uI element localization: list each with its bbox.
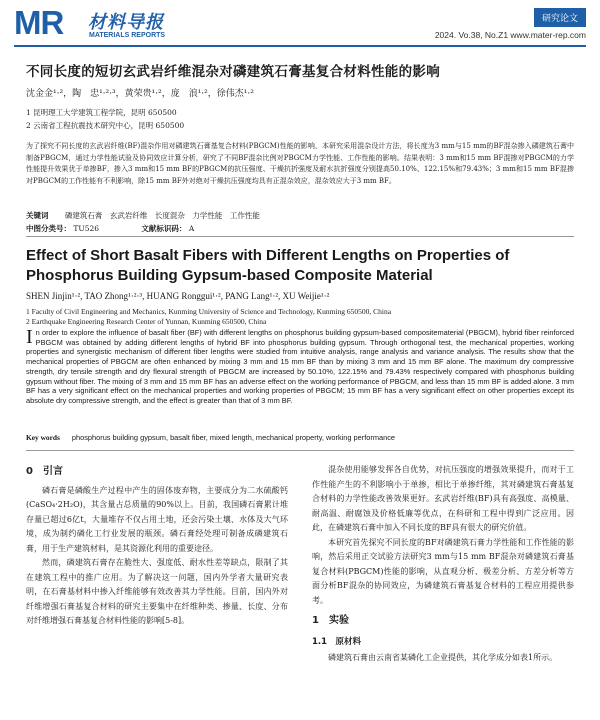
affiliation-en-2: 2 Earthquake Engineering Research Center of Yunnan, Kunming 650500, China	[26, 317, 267, 326]
keywords-value-en: phosphorus building gypsum, basalt fiber, mixed length, mechanical property, working performance	[71, 433, 396, 442]
subsection-heading: 1.1 原材料	[312, 636, 362, 647]
journal-logo-mark: MR	[14, 4, 64, 41]
keywords-label-cn: 关键词	[26, 211, 49, 220]
keywords-en	[26, 433, 395, 442]
abstract-en	[26, 328, 574, 406]
drop-cap: I	[26, 326, 33, 348]
class-value-cn: TU526	[73, 224, 100, 233]
doc-label-cn: 文献标识码：	[141, 224, 187, 233]
keywords-cn	[26, 210, 260, 221]
divider	[26, 450, 574, 451]
affiliation-cn-1: 1 昆明理工大学建筑工程学院，昆明 650500	[26, 108, 177, 117]
header-rule	[14, 45, 586, 47]
authors-cn: 沈金金¹·²，陶 忠¹·²·³，黄荣贵¹·²，庞 浪¹·²，徐伟杰¹·²	[26, 89, 254, 99]
authors-en: SHEN Jinjin¹·², TAO Zhong¹·²·³, HUANG Ronggui¹·², PANG Lang¹·², XU Weijie¹·²	[26, 291, 330, 301]
paper-title-en: Effect of Short Basalt Fibers with Different Lengths on Properties of Phosphorus Building Gypsum-based Composite Material	[26, 247, 510, 284]
keywords-label-en: Key words	[26, 433, 60, 442]
paper-title-cn: 不同长度的短切玄武岩纤维混杂对磷建筑石膏基复合材料性能的影响	[26, 64, 440, 80]
class-label-cn: 中图分类号：	[26, 224, 71, 233]
body-left-column	[26, 463, 288, 629]
body-paragraph: 然而，磷建筑石膏存在脆性大、强度低、耐水性差等缺点，限制了其在建筑工程中的推广应用。为了解决这一问题，国内外学者大量研究表明，在石膏基材料中掺入纤维能够有效改善其力学性能。目前，国内外对纤维增强石膏基复合材料的研究主要集中在纤维种类、掺量、长度、分布对纤维增强石膏基复合材料性能的影响[5-8]。	[26, 558, 288, 625]
journal-logo-en: MATERIALS REPORTS	[89, 32, 166, 39]
section-heading: 0 引言	[26, 466, 63, 477]
journal-logo-cn: 材料导报	[88, 12, 164, 33]
affiliation-cn-2: 2 云南省工程抗震技术研究中心，昆明 650500	[26, 121, 185, 130]
section-heading: 1 实验	[312, 615, 349, 626]
abstract-cn: 为了探究不同长度的玄武岩纤维(BF)混杂作用对磷建筑石膏基复合材料(PBGCM)性能的影响，本研究采用混杂设计方法，将长度为3 mm与15 mm的BF混杂掺入磷建筑石膏中制备PBGCM，通过力学性能试验及协同效应计算分析，研究了不同BF混杂比例对PBGCM力学性能、工作性能的影响。结果表明：3 mm和15 mm BF混掺对PBGCM的力学性能提升效果优于单掺BF，掺入3 mm和15 mm BF的PBGCM的抗压强度、干燥抗折强度及耐水抗折强度分别提高50.10%、122.15%和79.43%；3 mm和15 mm BF混掺对PBGCM的工作性能有不利影响，除15 mm BF外对绝对干燥抗压强度均具有正混杂效应，混杂效应大于3 mm BF。	[26, 142, 574, 185]
affiliation-en-1: 1 Faculty of Civil Engineering and Mechanics, Kunming University of Science and Technology, Kunming 650500, China	[26, 307, 392, 316]
column-tag: 研究论文	[534, 8, 586, 27]
divider	[26, 236, 574, 237]
body-paragraph: 磷建筑石膏由云南省某磷化工企业提供，其化学成分如表1所示。	[328, 653, 558, 662]
issue-info: 2024. Vo.38, No.Z1 www.mater-rep.com	[434, 30, 586, 40]
body-paragraph: 磷石膏是磷酸生产过程中产生的固体废弃物，主要成分为二水硫酸钙(CaSO₄·2H₂O)，其含量占总质量的90%以上。目前，我国磷石膏累计堆存量已超过6亿t，大量堆存不仅占用土地，还会污染土壤、水体及大气环境，成为制约磷化工行业发展的瓶颈。磷石膏经处理可制备成磷建筑石膏，用于生产建筑材料，是其资源化利用的重要途径。	[26, 485, 288, 553]
doc-value-cn: A	[188, 224, 195, 233]
body-right-column	[312, 463, 574, 666]
keywords-value-cn: 磷建筑石膏 玄武岩纤维 长度混杂 力学性能 工作性能	[64, 211, 260, 220]
abstract-en-text: n order to explore the influence of basalt fiber (BF) with different lengths on phosphorus building gypsum-based compositematerial (PBGCM), hybrid fiber reinforced PBGCM was obtained by adding different lengths of hybrid BF into phosphorus building gypsum. Through orthogonal test, the mechanical properties, working properties and synergistic mechanism of different fiber lengths were studied from intuitive analysis, range analysis and variance analysis. The results show that the mechanical properties of PBGCM are often enhanced by mixing 3 mm and 15 mm BF than by mixing 3 mm and 15 mm BF alone. The maximum dry compressive strength, dry tensile strength and dry flexural strength of PBGCM are increased by 50.10%, 122.15% and 79.43% respectively compared with phosphorus building gypsum without fiber. The mixing of 3 mm and 15 mm BF has an adverse effect on the working performance of PBGCM, and less than 15 mm BF is added alone. 3 mm BF has a very significant effect on the mechanical properties and working properties of PBGCM; 15 mm BF has a very significant effect on other properties except its absolute dry compressive strength, and the effect is greater than that of 3 mm BF.	[26, 328, 574, 405]
body-paragraph: 本研究首先探究不同长度的BF对磷建筑石膏力学性能和工作性能的影响，然后采用正交试验方法研究3 mm与15 mm BF混杂对磷建筑石膏基复合材料(PBGCM)性能的影响，从直观分析、极差分析、方差分析等方面分析BF混杂的协同效应，为磷建筑石膏基复合材料的工程应用提供参考。	[312, 537, 574, 605]
classification-cn	[26, 223, 194, 234]
body-paragraph: 混杂使用能够发挥各自优势，对抗压强度的增强效果提升，而对于工作性能产生的不利影响小于单掺，相比于单掺纤维，其对磷建筑石膏基复合材料的力学性能改善效果更好。玄武岩纤维(BF)具有高强度、高模量、耐高温、耐腐蚀及价格低廉等优点，在科研和工程中得到广泛应用。因此，在磷建筑石膏中加入不同长度的BF具有很大的研究价值。	[312, 465, 574, 532]
